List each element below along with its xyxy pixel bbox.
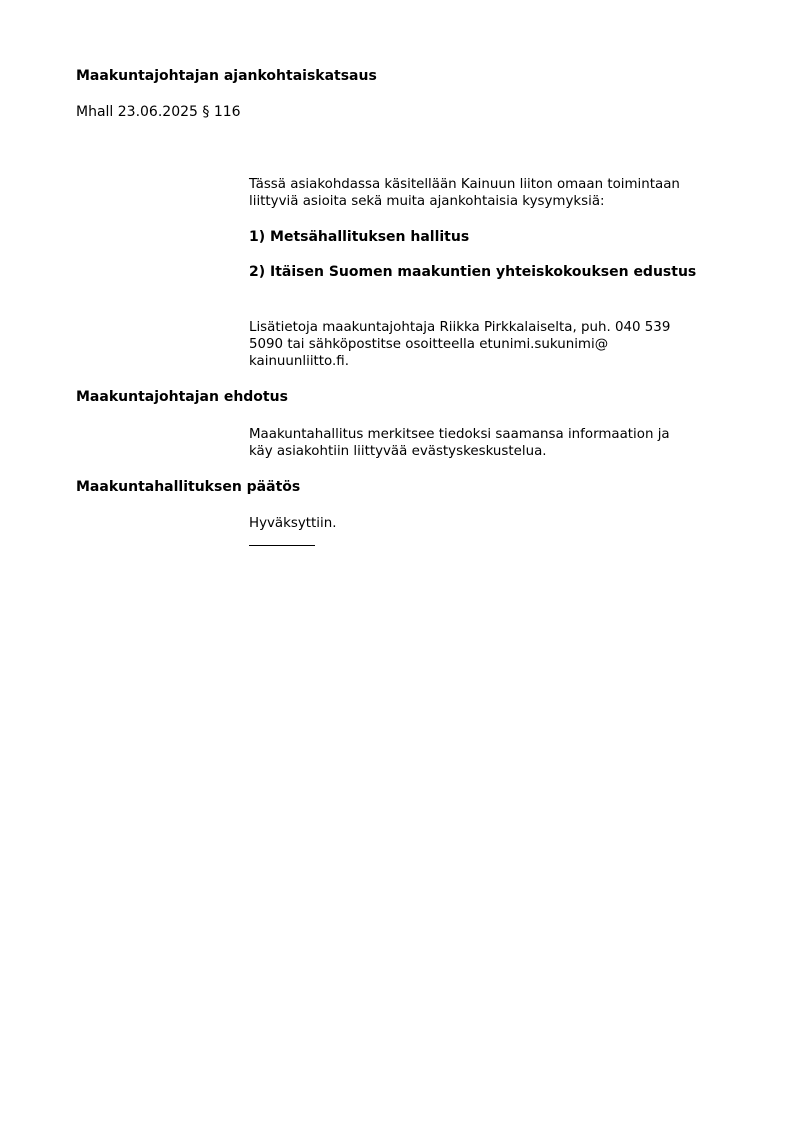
contact-paragraph: [249, 319, 729, 370]
contact-line: 5090 tai sähköpostitse osoitteella etunimi.sukunimi@: [249, 337, 609, 352]
topic-item: 2) Itäisen Suomen maakuntien yhteiskokouksen edustus: [249, 264, 697, 280]
decision-paragraph: [249, 515, 729, 532]
contact-line: kainuunliitto.fi.: [249, 354, 349, 369]
decision-text: Hyväksyttiin.: [249, 516, 337, 531]
intro-line: Tässä asiakohdassa käsitellään Kainuun liiton omaan toimintaan: [249, 177, 680, 192]
document-title: Maakuntajohtajan ajankohtaiskatsaus: [76, 68, 377, 84]
proposal-heading: Maakuntajohtajan ehdotus: [76, 389, 288, 405]
topic-item: 1) Metsähallituksen hallitus: [249, 229, 470, 245]
end-rule: [249, 545, 315, 546]
decision-heading: Maakuntahallituksen päätös: [76, 479, 301, 495]
proposal-line: käy asiakohtiin liittyvää evästyskeskustelua.: [249, 444, 547, 459]
proposal-line: Maakuntahallitus merkitsee tiedoksi saamansa informaation ja: [249, 427, 670, 442]
intro-paragraph: [249, 176, 729, 210]
intro-line: liittyviä asioita sekä muita ajankohtaisia kysymyksiä:: [249, 194, 605, 209]
contact-line: Lisätietoja maakuntajohtaja Riikka Pirkkalaiselta, puh. 040 539: [249, 320, 671, 335]
meeting-reference: Mhall 23.06.2025 § 116: [76, 104, 241, 120]
proposal-paragraph: [249, 426, 729, 460]
